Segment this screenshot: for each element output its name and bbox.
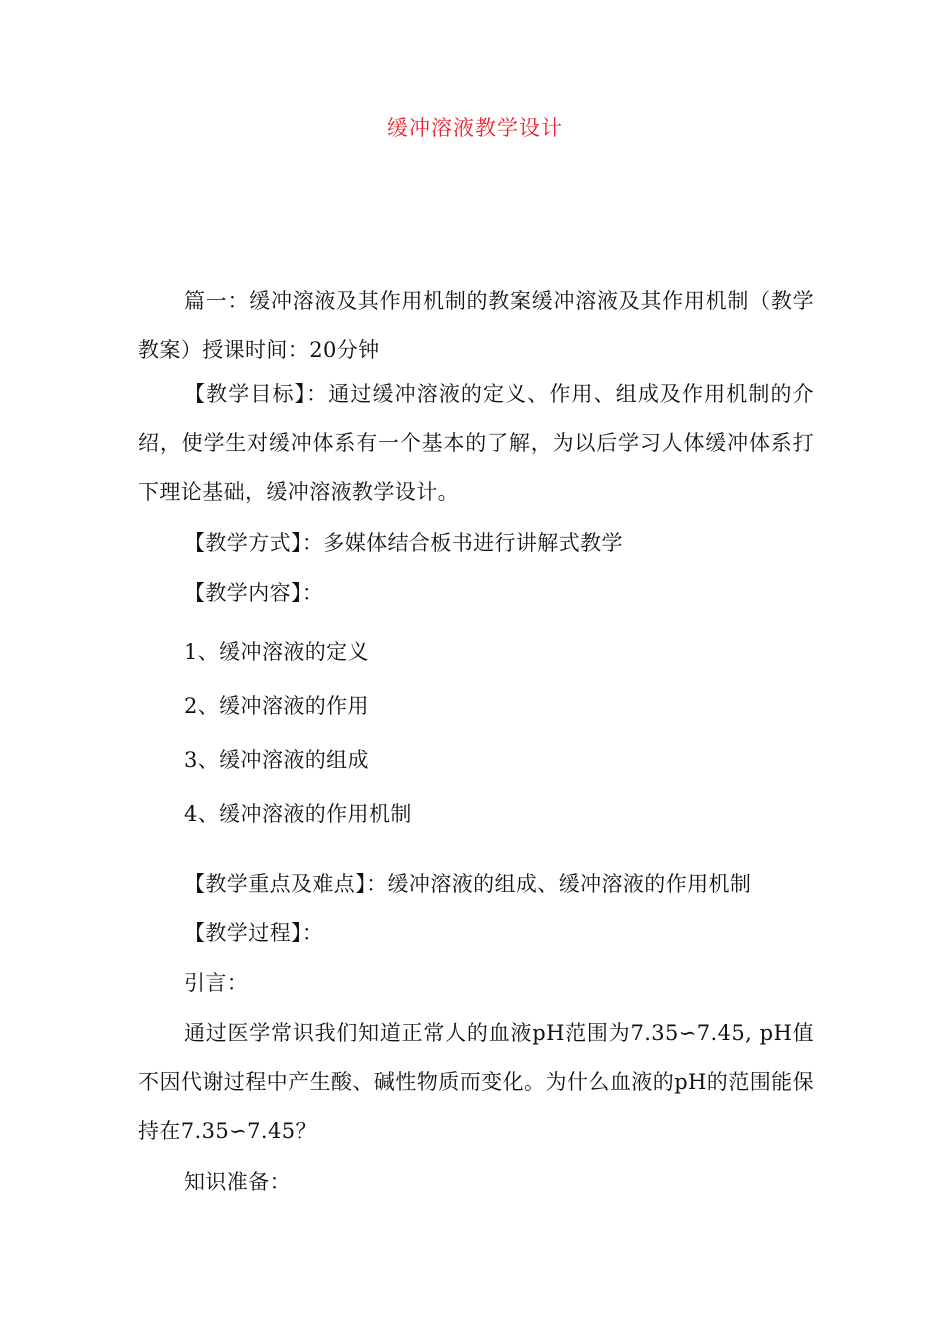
lead-in-paragraph: 通过医学常识我们知道正常人的血液pH范围为7.35∽7.45, pH值不因代谢过程中产生酸、碱性物质而变化。为什么血液的pH的范围能保持在7.35∽7.45？ [138, 1021, 814, 1143]
method-line: 【教学方式】：多媒体结合板书进行讲解式教学 [184, 531, 623, 555]
content-item-2: 2、缓冲溶液的作用 [184, 694, 369, 718]
process-heading: 【教学过程】： [184, 921, 324, 945]
intro-paragraph: 篇一：缓冲溶液及其作用机制的教案缓冲溶液及其作用机制（教学教案）授课时间：20分钟 [138, 289, 814, 362]
content-item-3: 3、缓冲溶液的组成 [184, 748, 369, 772]
content-heading: 【教学内容】： [184, 581, 324, 605]
content-item-1: 1、缓冲溶液的定义 [184, 640, 369, 664]
content-item-4: 4、缓冲溶液的作用机制 [184, 802, 412, 826]
objective-paragraph: 【教学目标】：通过缓冲溶液的定义、作用、组成及作用机制的介绍，使学生对缓冲体系有一个基本的了解，为以后学习人体缓冲体系打下理论基础，缓冲溶液教学设计。 [138, 382, 814, 504]
lead-in-heading: 引言： [184, 971, 249, 995]
knowledge-heading: 知识准备： [184, 1170, 291, 1194]
document-title: 缓冲溶液教学设计 [387, 116, 563, 140]
key-points-line: 【教学重点及难点】：缓冲溶液的组成、缓冲溶液的作用机制 [184, 872, 752, 896]
